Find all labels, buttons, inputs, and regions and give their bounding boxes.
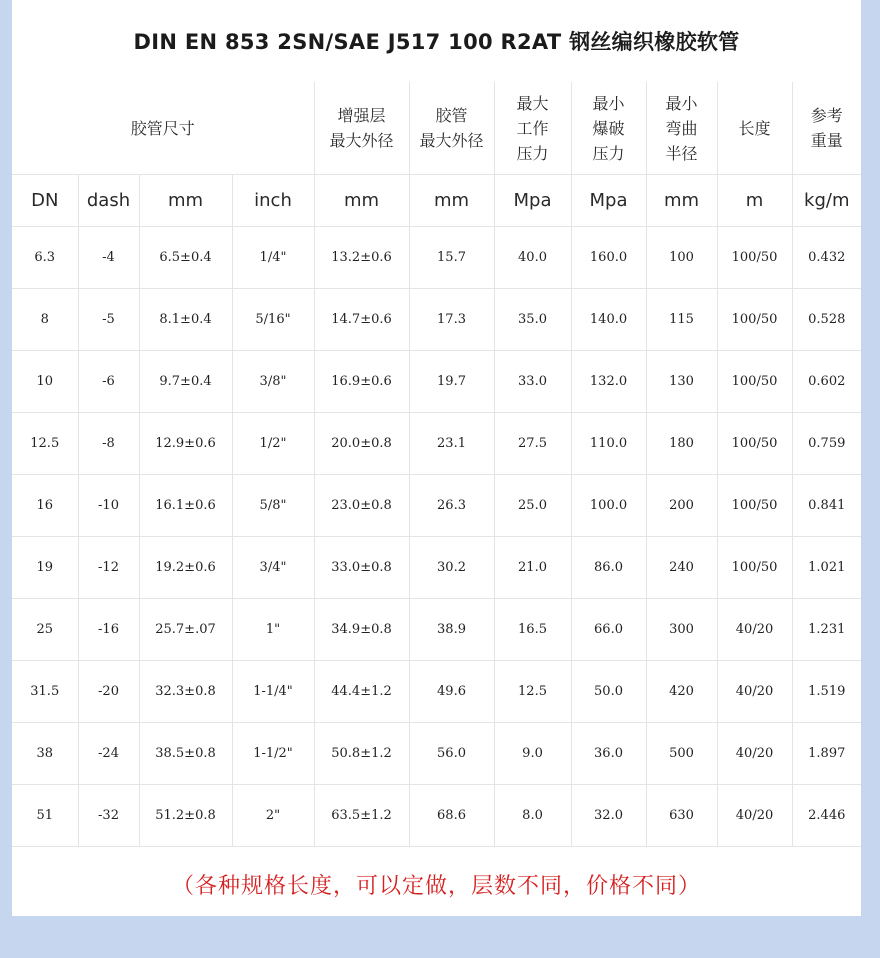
header-ref-weight xyxy=(792,82,861,175)
cell-length: 100/50 xyxy=(717,475,792,537)
table-row xyxy=(12,661,861,723)
cell-id-inch: 5/16" xyxy=(232,289,314,351)
cell-id-inch: 1-1/4" xyxy=(232,661,314,723)
cell-length: 100/50 xyxy=(717,537,792,599)
cell-bend-radius: 180 xyxy=(646,413,717,475)
cell-length: 40/20 xyxy=(717,723,792,785)
header-length xyxy=(717,82,792,175)
cell-bend-radius: 200 xyxy=(646,475,717,537)
header-mbr-line3: 半径 xyxy=(665,143,698,163)
cell-burst-pressure: 110.0 xyxy=(571,413,646,475)
cell-bend-radius: 420 xyxy=(646,661,717,723)
cell-id-inch: 3/4" xyxy=(232,537,314,599)
header-hose-od-line1: 胶管 xyxy=(435,106,468,125)
header-mbr-line2: 弯曲 xyxy=(665,118,698,138)
cell-hose-od: 15.7 xyxy=(409,227,494,289)
cell-dn: 25 xyxy=(12,599,78,661)
cell-burst-pressure: 36.0 xyxy=(571,723,646,785)
cell-id-mm: 12.9±0.6 xyxy=(139,413,232,475)
table-row xyxy=(12,289,861,351)
cell-working-pressure: 9.0 xyxy=(494,723,571,785)
unit-reinforcement-mm: mm xyxy=(314,175,409,227)
cell-weight: 0.432 xyxy=(792,227,861,289)
cell-dash: -24 xyxy=(78,723,139,785)
cell-id-inch: 5/8" xyxy=(232,475,314,537)
unit-inch: inch xyxy=(232,175,314,227)
unit-hose-mm: mm xyxy=(409,175,494,227)
cell-length: 40/20 xyxy=(717,599,792,661)
cell-bend-radius: 300 xyxy=(646,599,717,661)
cell-id-mm: 16.1±0.6 xyxy=(139,475,232,537)
header-hose-od-line2: 最大外径 xyxy=(419,131,484,150)
cell-burst-pressure: 160.0 xyxy=(571,227,646,289)
cell-bend-radius: 240 xyxy=(646,537,717,599)
header-mwp-line2: 工作 xyxy=(516,118,549,138)
cell-bend-radius: 130 xyxy=(646,351,717,413)
page-title: DIN EN 853 2SN/SAE J517 100 R2AT 钢丝编织橡胶软管 xyxy=(133,30,740,54)
cell-working-pressure: 35.0 xyxy=(494,289,571,351)
table-row xyxy=(12,351,861,413)
cell-length: 40/20 xyxy=(717,661,792,723)
cell-burst-pressure: 132.0 xyxy=(571,351,646,413)
header-mbp-line3: 压力 xyxy=(592,143,625,163)
cell-working-pressure: 12.5 xyxy=(494,661,571,723)
cell-id-inch: 1/2" xyxy=(232,413,314,475)
table-row xyxy=(12,599,861,661)
cell-bend-radius: 100 xyxy=(646,227,717,289)
cell-dash: -20 xyxy=(78,661,139,723)
table-row xyxy=(12,537,861,599)
header-ref-weight-line1: 参考 xyxy=(810,106,843,125)
header-hose-od xyxy=(409,82,494,175)
cell-working-pressure: 21.0 xyxy=(494,537,571,599)
cell-reinforcement-od: 14.7±0.6 xyxy=(314,289,409,351)
header-hose-size-label: 胶管尺寸 xyxy=(130,118,195,138)
cell-id-inch: 1-1/2" xyxy=(232,723,314,785)
cell-reinforcement-od: 33.0±0.8 xyxy=(314,537,409,599)
header-mbp-line1: 最小 xyxy=(592,93,625,113)
cell-id-mm: 32.3±0.8 xyxy=(139,661,232,723)
cell-weight: 0.841 xyxy=(792,475,861,537)
cell-burst-pressure: 86.0 xyxy=(571,537,646,599)
header-row-units xyxy=(12,175,861,227)
cell-weight: 1.897 xyxy=(792,723,861,785)
cell-weight: 1.519 xyxy=(792,661,861,723)
cell-id-mm: 38.5±0.8 xyxy=(139,723,232,785)
cell-dash: -5 xyxy=(78,289,139,351)
cell-reinforcement-od: 20.0±0.8 xyxy=(314,413,409,475)
cell-id-mm: 51.2±0.8 xyxy=(139,785,232,847)
cell-working-pressure: 33.0 xyxy=(494,351,571,413)
cell-hose-od: 68.6 xyxy=(409,785,494,847)
cell-hose-od: 49.6 xyxy=(409,661,494,723)
cell-dash: -4 xyxy=(78,227,139,289)
cell-id-inch: 3/8" xyxy=(232,351,314,413)
cell-reinforcement-od: 50.8±1.2 xyxy=(314,723,409,785)
cell-length: 100/50 xyxy=(717,289,792,351)
cell-burst-pressure: 66.0 xyxy=(571,599,646,661)
cell-working-pressure: 27.5 xyxy=(494,413,571,475)
cell-dash: -6 xyxy=(78,351,139,413)
cell-dash: -32 xyxy=(78,785,139,847)
cell-dash: -16 xyxy=(78,599,139,661)
header-mbp-line2: 爆破 xyxy=(592,118,625,138)
cell-hose-od: 19.7 xyxy=(409,351,494,413)
cell-burst-pressure: 140.0 xyxy=(571,289,646,351)
header-mwp-line3: 压力 xyxy=(516,143,549,163)
cell-bend-radius: 500 xyxy=(646,723,717,785)
cell-dn: 10 xyxy=(12,351,78,413)
customization-note: （各种规格长度，可以定做，层数不同，价格不同） xyxy=(171,873,701,899)
header-reinforcement-od-line2: 最大外径 xyxy=(329,131,394,150)
header-ref-weight-line2: 重量 xyxy=(810,131,843,150)
cell-hose-od: 30.2 xyxy=(409,537,494,599)
header-reinforcement-od xyxy=(314,82,409,175)
cell-reinforcement-od: 44.4±1.2 xyxy=(314,661,409,723)
unit-dash: dash xyxy=(78,175,139,227)
header-reinforcement-od-line1: 增强层 xyxy=(337,106,386,125)
cell-hose-od: 38.9 xyxy=(409,599,494,661)
cell-dn: 6.3 xyxy=(12,227,78,289)
cell-weight: 1.231 xyxy=(792,599,861,661)
cell-id-mm: 19.2±0.6 xyxy=(139,537,232,599)
unit-dn: DN xyxy=(12,175,78,227)
cell-dn: 8 xyxy=(12,289,78,351)
cell-reinforcement-od: 13.2±0.6 xyxy=(314,227,409,289)
unit-mm: mm xyxy=(139,175,232,227)
cell-id-mm: 25.7±.07 xyxy=(139,599,232,661)
cell-dash: -10 xyxy=(78,475,139,537)
header-hose-size xyxy=(12,82,314,175)
spec-table-body xyxy=(12,227,861,847)
cell-dn: 12.5 xyxy=(12,413,78,475)
table-row xyxy=(12,413,861,475)
cell-dn: 16 xyxy=(12,475,78,537)
cell-working-pressure: 8.0 xyxy=(494,785,571,847)
header-min-burst-pressure xyxy=(571,82,646,175)
cell-hose-od: 23.1 xyxy=(409,413,494,475)
header-row-groups xyxy=(12,82,861,175)
header-mbr-line1: 最小 xyxy=(665,93,698,113)
cell-reinforcement-od: 63.5±1.2 xyxy=(314,785,409,847)
cell-length: 100/50 xyxy=(717,413,792,475)
cell-dash: -8 xyxy=(78,413,139,475)
cell-dn: 31.5 xyxy=(12,661,78,723)
cell-hose-od: 17.3 xyxy=(409,289,494,351)
cell-working-pressure: 40.0 xyxy=(494,227,571,289)
cell-length: 40/20 xyxy=(717,785,792,847)
table-row xyxy=(12,723,861,785)
cell-burst-pressure: 32.0 xyxy=(571,785,646,847)
cell-burst-pressure: 50.0 xyxy=(571,661,646,723)
cell-dash: -12 xyxy=(78,537,139,599)
unit-length: m xyxy=(717,175,792,227)
header-min-bend-radius xyxy=(646,82,717,175)
unit-weight: kg/m xyxy=(792,175,861,227)
cell-id-inch: 1/4" xyxy=(232,227,314,289)
cell-length: 100/50 xyxy=(717,351,792,413)
header-mwp-line1: 最大 xyxy=(516,93,549,113)
table-row xyxy=(12,475,861,537)
cell-bend-radius: 630 xyxy=(646,785,717,847)
cell-dn: 19 xyxy=(12,537,78,599)
spec-table xyxy=(12,82,861,847)
cell-hose-od: 26.3 xyxy=(409,475,494,537)
cell-working-pressure: 25.0 xyxy=(494,475,571,537)
cell-id-mm: 6.5±0.4 xyxy=(139,227,232,289)
cell-burst-pressure: 100.0 xyxy=(571,475,646,537)
cell-reinforcement-od: 23.0±0.8 xyxy=(314,475,409,537)
cell-hose-od: 56.0 xyxy=(409,723,494,785)
cell-dn: 38 xyxy=(12,723,78,785)
cell-working-pressure: 16.5 xyxy=(494,599,571,661)
cell-id-mm: 9.7±0.4 xyxy=(139,351,232,413)
cell-id-mm: 8.1±0.4 xyxy=(139,289,232,351)
cell-weight: 0.602 xyxy=(792,351,861,413)
cell-reinforcement-od: 34.9±0.8 xyxy=(314,599,409,661)
header-max-working-pressure xyxy=(494,82,571,175)
header-length-label: 长度 xyxy=(738,118,771,138)
cell-dn: 51 xyxy=(12,785,78,847)
unit-burst-pressure: Mpa xyxy=(571,175,646,227)
unit-working-pressure: Mpa xyxy=(494,175,571,227)
table-row xyxy=(12,227,861,289)
cell-reinforcement-od: 16.9±0.6 xyxy=(314,351,409,413)
cell-id-inch: 2" xyxy=(232,785,314,847)
table-row xyxy=(12,785,861,847)
cell-weight: 1.021 xyxy=(792,537,861,599)
unit-bend-radius: mm xyxy=(646,175,717,227)
cell-weight: 2.446 xyxy=(792,785,861,847)
cell-weight: 0.528 xyxy=(792,289,861,351)
cell-weight: 0.759 xyxy=(792,413,861,475)
cell-id-inch: 1" xyxy=(232,599,314,661)
cell-bend-radius: 115 xyxy=(646,289,717,351)
spec-card xyxy=(12,0,861,916)
cell-length: 100/50 xyxy=(717,227,792,289)
